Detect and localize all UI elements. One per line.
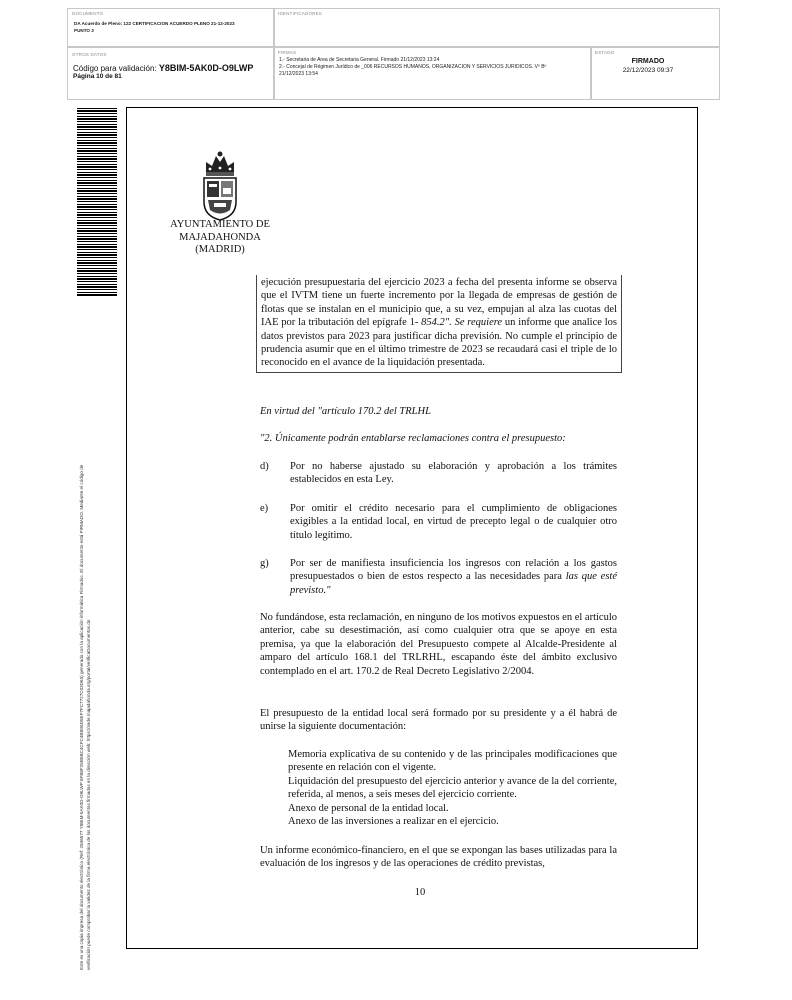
boxed-text-italic: 854.2". Se requiere	[418, 317, 503, 329]
item-d-text: Por no haberse ajustado su elaboración y aprobación a los trámites establecidos en esta Ley.	[290, 461, 617, 486]
firma-2-date: 21/12/2023 13:54	[279, 71, 318, 77]
validation-code	[73, 63, 253, 73]
item-d-key: d)	[260, 461, 269, 472]
list-item-d	[260, 460, 617, 487]
item-e-key: e)	[260, 503, 269, 514]
ayuntamiento-line1: AYUNTAMIENTO DE	[170, 219, 270, 230]
documentation-list	[288, 748, 617, 828]
coat-of-arms-icon	[196, 150, 244, 222]
firma-1: 1.- Secretaria de Area de Secretaria General. Firmado 21/12/2023 13:24	[279, 57, 440, 63]
item-g-text	[290, 557, 617, 597]
item-g-key: g)	[260, 558, 269, 569]
identificadores-label: IDENTIFICADORES	[278, 11, 323, 16]
doc-list-item: Memoria explicativa de su contenido y de las principales modificaciones que presente en relación con el vigente.	[288, 749, 617, 774]
validation-code-label: Código para validación:	[73, 64, 157, 73]
header-firmas-box	[274, 47, 591, 100]
ayuntamiento-name	[156, 219, 284, 257]
ayuntamiento-line2: MAJADAHONDA	[179, 231, 261, 243]
estado-value: FIRMADO	[631, 58, 665, 65]
documento-label: DOCUMENTO	[72, 11, 104, 16]
ayuntamiento-line3: (MADRID)	[195, 244, 245, 255]
list-item-g	[260, 557, 617, 597]
paragraph-presupuesto: El presupuesto de la entidad local será formado por su presidente y a él habrá de unirse la siguiente documentación:	[260, 708, 617, 733]
page-count: Página 10 de 81	[73, 73, 122, 80]
documento-line2: PUNTO 3	[74, 28, 94, 33]
validation-code-value: Y8BIM-5AK0D-O9LWP	[158, 63, 254, 73]
header-identificadores-box	[274, 8, 720, 47]
barcode	[77, 108, 117, 296]
page-number: 10	[414, 887, 426, 898]
quote-intro: "2. Únicamente podrán entablarse reclamaciones contra el presupuesto:	[260, 433, 566, 444]
doc-list-item: Anexo de las inversiones a realizar en el ejercicio.	[288, 816, 499, 828]
doc-list-item: Anexo de personal de la entidad local.	[288, 802, 449, 814]
side-verification-text	[78, 290, 92, 970]
doc-list-item: Liquidación del presupuesto del ejercicio anterior y avance de la del corriente, referida, al menos, a seis meses del ejercicio corriente.	[288, 775, 617, 801]
item-g-text-a: Por ser de manifiesta insuficiencia los ingresos con relación a los gastos presupuestados o bien de estos respecto a las necesidades para	[290, 558, 617, 583]
boxed-text-b: un informe que analice los datos previstos para 2023 para justificar dicha previsión. No cumple el principio de prudencia asumir que en el último trimestre de 2023 se recaudará casi el triple de lo reconocido en el avance de la liquidación presentada.	[261, 317, 617, 369]
paragraph-no-fundandose: No fundándose, esta reclamación, en ninguno de los motivos expuestos en el artículo anterior, cabe su desestimación, así como cualquier otra que se apoye en esta premisa, ya que la elaboración del Presupuesto compete al Alcalde-Presidente al amparo del artículo 168.1 del TRLRHL, escapando éste del ámbito exclusivo contemplado en el art. 170.2 de Real Decreto Legislativo 2/2004.	[260, 612, 617, 677]
list-item-e	[260, 502, 617, 542]
boxed-paragraph	[256, 275, 622, 373]
paragraph-informe: Un informe económico-financiero, en el que se expongan las bases utilizadas para la evaluación de los ingresos y de las operaciones de crédito previstas,	[260, 845, 617, 870]
estado-label: ESTADO	[595, 50, 615, 55]
item-g-text-italic: las que esté previsto."	[290, 571, 617, 596]
side-text-line2: verificación puede comprobar la validez de la firma electrónica de los documentos firmados en la dirección web: https://sede.majadahonda.org/portal/verificaDocumentos.do	[86, 619, 91, 970]
firma-2: 2.- Concejal de Régimen Jurídico de _006 RECURSOS HUMANOS, ORGANIZACIÓN Y SERVICIOS JURIDICOS. Vº Bº	[279, 64, 547, 70]
virtud-heading: En virtud del "artículo 170.2 del TRLHL	[260, 406, 431, 417]
firmas-label: FIRMAS	[278, 50, 297, 55]
documento-line1: DA Acuerdo de Pleno: 122 CERTIFICACION ACUERDO PLENO 21-12-2023	[74, 21, 235, 26]
side-text-line1: Este es una copia impresa del documento electrónico (Ref: 2846577 Y8BIM-5AK0D-O9LWP 6FB8F25B5BC4CFC4BB06D5EF7FC7727C03D63) generado con la aplicación informática Firmadoc. El documento está FIRMADO. Mediante el código de	[79, 464, 84, 970]
boxed-text-a: ejecución presupuestaria del ejercicio 2023 a fecha del presenta informe se observa que el IVTM tiene un fuerte incremento por la llegada de empresas de gestión de flotas que se instalan en el municipio que, a su vez, empujan al alza las cuotas del IAE por la tributación del epígrafe 1-	[261, 277, 617, 329]
otros-datos-label: OTROS DATOS	[72, 52, 107, 57]
estado-date: 22/12/2023 09:37	[622, 67, 674, 74]
item-e-text: Por omitir el crédito necesario para el cumplimiento de obligaciones exigibles a la entidad local, en virtud de precepto legal o de cualquier otro título legítimo.	[290, 503, 617, 541]
